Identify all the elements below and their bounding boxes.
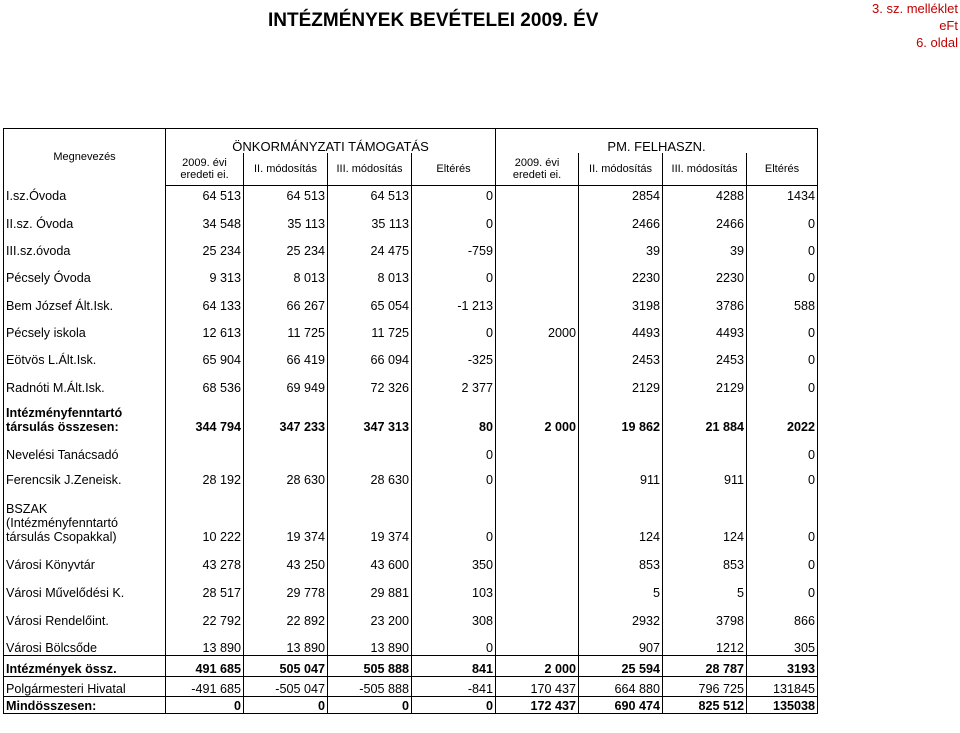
row-value-4: 350 [412,544,496,572]
row-name-line: BSZAK [6,501,48,516]
unit-label: eFt [939,18,958,33]
table-row [4,697,818,714]
row-name [4,462,166,487]
row-value-5 [496,231,579,258]
row-value-5: 170 437 [496,677,579,697]
row-value-4: -759 [412,231,496,258]
row-name [4,186,166,203]
table-row [4,231,818,258]
row-value-1: 25 234 [166,231,244,258]
row-value-8: 0 [747,313,818,340]
row-value-2: -505 047 [244,677,328,697]
row-value-8: 3193 [747,656,818,677]
row-value-5: 2 000 [496,656,579,677]
row-value-6: 2932 [579,600,663,628]
row-value-6: 39 [579,231,663,258]
row-value-3: 66 094 [328,340,412,367]
row-value-1: 491 685 [166,656,244,677]
row-value-2: 29 778 [244,572,328,600]
row-value-1: 28 192 [166,462,244,487]
row-value-3: 29 881 [328,572,412,600]
row-value-8: 131845 [747,677,818,697]
row-name-line: II.sz. Óvoda [6,216,74,231]
row-value-3: 35 113 [328,203,412,231]
page-title: INTÉZMÉNYEK BEVÉTELEI 2009. ÉV [268,10,599,31]
row-value-1: 64 513 [166,186,244,203]
revenue-table [3,128,818,714]
row-value-6: 5 [579,572,663,600]
row-value-6: 911 [579,462,663,487]
row-value-2: 11 725 [244,313,328,340]
row-name-line: társulás Csopakkal) [6,529,117,544]
row-name-line: Ferencsik J.Zeneisk. [6,472,122,487]
row-value-3: 13 890 [328,628,412,656]
row-value-7: 21 884 [663,395,747,434]
row-value-7: 5 [663,572,747,600]
row-value-8: 2022 [747,395,818,434]
row-value-6: 2466 [579,203,663,231]
row-value-4: 80 [412,395,496,434]
row-value-6: 2854 [579,186,663,203]
row-value-4: 308 [412,600,496,628]
row-value-8: 0 [747,258,818,285]
row-value-3: 23 200 [328,600,412,628]
row-name-line: társulás összesen: [6,419,119,434]
row-value-5 [496,628,579,656]
row-name [4,395,166,434]
row-value-2: 347 233 [244,395,328,434]
row-value-2 [244,434,328,462]
row-value-8: 0 [747,231,818,258]
row-value-5 [496,258,579,285]
header-col-1: 2009. évi eredeti ei. [166,153,244,186]
table-row [4,628,818,656]
row-value-3: 505 888 [328,656,412,677]
row-value-4: 103 [412,572,496,600]
row-value-5: 172 437 [496,697,579,714]
row-name-line: Bem József Ált.Isk. [6,298,114,313]
row-value-8: 0 [747,340,818,367]
row-name-line: Radnóti M.Ált.Isk. [6,380,105,395]
row-value-4: 841 [412,656,496,677]
row-value-1: 12 613 [166,313,244,340]
row-value-6: 4493 [579,313,663,340]
table-row [4,258,818,285]
row-value-7: 3798 [663,600,747,628]
row-value-3: 24 475 [328,231,412,258]
row-value-1: 64 133 [166,285,244,313]
row-name [4,313,166,340]
row-name-line: Városi Könyvtár [6,557,95,572]
row-value-4: 0 [412,462,496,487]
row-value-5 [496,367,579,395]
row-value-7: 1212 [663,628,747,656]
row-name-line: Polgármesteri Hivatal [6,682,126,696]
header-col-4: Eltérés [412,153,496,186]
row-value-2: 64 513 [244,186,328,203]
header-col-7: III. módosítás [663,153,747,186]
row-value-1: 0 [166,697,244,714]
row-value-3: 0 [328,697,412,714]
table-row [4,462,818,487]
table-row [4,285,818,313]
row-value-6: 690 474 [579,697,663,714]
row-value-2: 43 250 [244,544,328,572]
row-value-4: 0 [412,434,496,462]
table-row [4,395,818,434]
header-col-2: II. módosítás [244,153,328,186]
header-col-5: 2009. évi eredeti ei. [496,153,579,186]
row-name [4,434,166,462]
row-value-6 [579,434,663,462]
row-value-4: 0 [412,697,496,714]
row-value-1 [166,434,244,462]
row-value-3: -505 888 [328,677,412,697]
row-name [4,340,166,367]
row-value-6: 25 594 [579,656,663,677]
row-value-7: 796 725 [663,677,747,697]
row-value-1: 10 222 [166,487,244,544]
header-group-pm: PM. FELHASZN. [496,129,818,153]
row-value-3: 72 326 [328,367,412,395]
row-value-2: 69 949 [244,367,328,395]
row-value-1: -491 685 [166,677,244,697]
row-value-7: 853 [663,544,747,572]
row-name-line: Intézmények össz. [6,662,117,676]
row-value-2: 35 113 [244,203,328,231]
row-value-2: 66 419 [244,340,328,367]
row-value-7: 2453 [663,340,747,367]
row-value-2: 28 630 [244,462,328,487]
row-value-4: 0 [412,487,496,544]
row-value-5: 2000 [496,313,579,340]
row-name-line: Mindösszesen: [6,699,97,713]
row-value-7: 39 [663,231,747,258]
row-value-2: 22 892 [244,600,328,628]
row-value-5 [496,340,579,367]
row-value-7: 4288 [663,186,747,203]
row-value-2: 505 047 [244,656,328,677]
row-value-5 [496,487,579,544]
row-value-3 [328,434,412,462]
row-value-2: 19 374 [244,487,328,544]
row-value-8: 0 [747,462,818,487]
row-value-6: 124 [579,487,663,544]
row-value-6: 2453 [579,340,663,367]
row-value-2: 13 890 [244,628,328,656]
table-row [4,367,818,395]
row-value-3: 28 630 [328,462,412,487]
row-value-7: 825 512 [663,697,747,714]
header-megnevezes: Megnevezés [4,129,166,186]
row-name-line: (Intézményfenntartó [6,515,119,530]
row-value-4: -325 [412,340,496,367]
row-value-5 [496,572,579,600]
row-value-7: 2466 [663,203,747,231]
header-col-6: II. módosítás [579,153,663,186]
table-row [4,434,818,462]
row-value-2: 8 013 [244,258,328,285]
row-name [4,600,166,628]
page-number: 6. oldal [916,35,958,50]
row-value-1: 13 890 [166,628,244,656]
row-value-2: 25 234 [244,231,328,258]
table-row [4,656,818,677]
header-col-3: III. módosítás [328,153,412,186]
row-value-1: 68 536 [166,367,244,395]
row-value-5: 2 000 [496,395,579,434]
row-value-8: 0 [747,367,818,395]
row-value-3: 64 513 [328,186,412,203]
row-value-5 [496,600,579,628]
row-name-line: III.sz.óvoda [6,243,71,258]
row-value-3: 347 313 [328,395,412,434]
row-name [4,231,166,258]
row-name [4,628,166,656]
row-value-7 [663,434,747,462]
row-value-7: 911 [663,462,747,487]
row-value-4: 0 [412,628,496,656]
row-value-1: 344 794 [166,395,244,434]
annex-number: 3. sz. melléklet [872,1,958,16]
row-value-7: 3786 [663,285,747,313]
row-value-6: 664 880 [579,677,663,697]
row-name [4,367,166,395]
row-value-4: -1 213 [412,285,496,313]
row-value-8: 866 [747,600,818,628]
table-row [4,313,818,340]
row-value-7: 2230 [663,258,747,285]
row-value-2: 66 267 [244,285,328,313]
table-row [4,600,818,628]
row-value-3: 65 054 [328,285,412,313]
row-value-1: 22 792 [166,600,244,628]
row-value-8: 0 [747,434,818,462]
row-name-line: Városi Művelődési K. [6,585,125,600]
row-name [4,285,166,313]
row-value-8: 305 [747,628,818,656]
row-name-line: Pécsely Óvoda [6,270,91,285]
row-value-3: 19 374 [328,487,412,544]
row-value-8: 0 [747,203,818,231]
header-group-onkormanyzati: ÖNKORMÁNYZATI TÁMOGATÁS [166,129,496,153]
row-name-line: I.sz.Óvoda [6,188,67,203]
row-name [4,544,166,572]
row-value-3: 8 013 [328,258,412,285]
document-reference [872,0,958,51]
row-value-3: 43 600 [328,544,412,572]
row-value-5 [496,544,579,572]
row-value-7: 28 787 [663,656,747,677]
table-row [4,572,818,600]
row-value-1: 43 278 [166,544,244,572]
row-value-7: 2129 [663,367,747,395]
row-name [4,697,166,714]
row-value-8: 588 [747,285,818,313]
row-name-line: Intézményfenntartó [6,405,123,420]
row-value-8: 0 [747,544,818,572]
header-col-8: Eltérés [747,153,818,186]
row-value-4: 0 [412,313,496,340]
row-value-5 [496,203,579,231]
row-value-5 [496,434,579,462]
table-row [4,186,818,203]
row-value-5 [496,285,579,313]
row-name [4,677,166,697]
row-value-5 [496,186,579,203]
row-value-6: 853 [579,544,663,572]
row-value-1: 65 904 [166,340,244,367]
row-value-1: 9 313 [166,258,244,285]
row-value-4: 0 [412,203,496,231]
row-name-line: Nevelési Tanácsadó [6,447,119,462]
row-name [4,656,166,677]
table-row [4,544,818,572]
row-value-6: 2129 [579,367,663,395]
row-name [4,572,166,600]
table-row [4,487,818,544]
row-value-6: 907 [579,628,663,656]
row-name-line: Városi Bölcsőde [6,641,98,655]
row-value-6: 3198 [579,285,663,313]
row-value-4: -841 [412,677,496,697]
row-value-7: 124 [663,487,747,544]
row-value-8: 0 [747,487,818,544]
row-name [4,258,166,285]
table-row [4,340,818,367]
row-value-1: 34 548 [166,203,244,231]
row-value-4: 2 377 [412,367,496,395]
row-name [4,203,166,231]
row-value-8: 135038 [747,697,818,714]
row-value-8: 0 [747,572,818,600]
row-name-line: Városi Rendelőint. [6,613,109,628]
row-value-1: 28 517 [166,572,244,600]
row-value-5 [496,462,579,487]
row-name [4,487,166,544]
row-name-line: Eötvös L.Ált.Isk. [6,352,97,367]
row-name-line: Pécsely iskola [6,325,86,340]
row-value-3: 11 725 [328,313,412,340]
row-value-7: 4493 [663,313,747,340]
row-value-6: 2230 [579,258,663,285]
row-value-4: 0 [412,258,496,285]
row-value-6: 19 862 [579,395,663,434]
table-row [4,203,818,231]
row-value-8: 1434 [747,186,818,203]
table-row [4,677,818,697]
row-value-2: 0 [244,697,328,714]
row-value-4: 0 [412,186,496,203]
